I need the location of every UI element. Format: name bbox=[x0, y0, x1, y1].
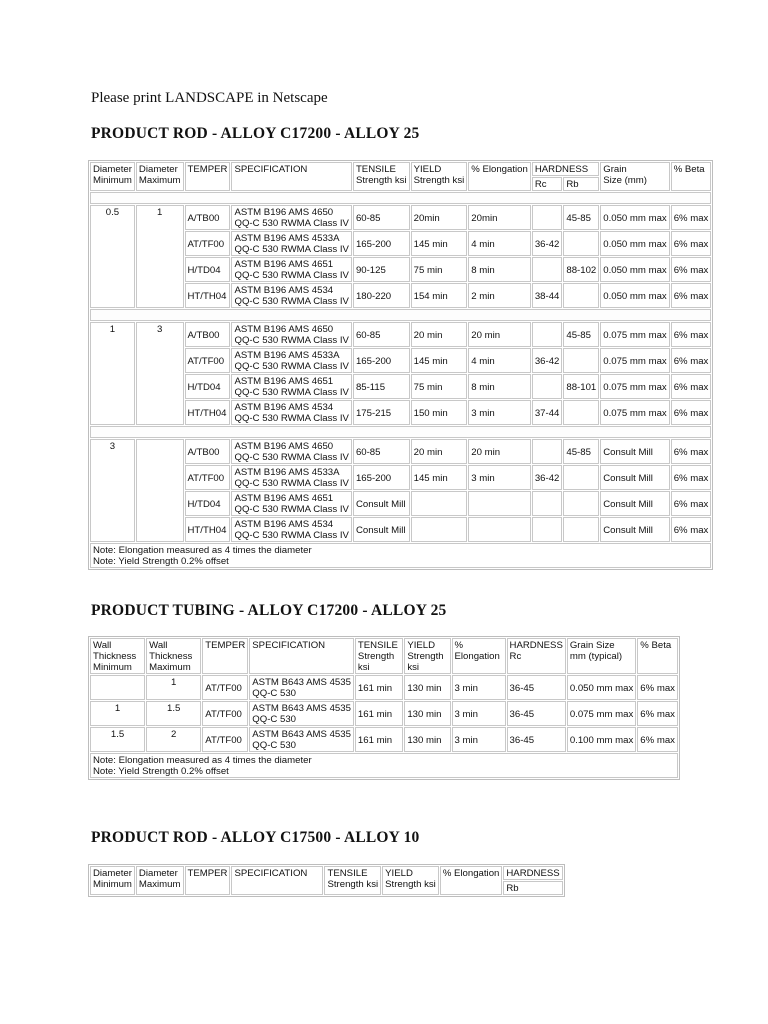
yield-cell: 75 min bbox=[411, 257, 468, 282]
tensile-cell: 161 min bbox=[355, 701, 403, 726]
temper-cell: AT/TF00 bbox=[202, 675, 248, 700]
hardness-cell: 36-45 bbox=[507, 675, 566, 700]
group-spacer-row bbox=[90, 309, 711, 321]
specification-cell bbox=[231, 322, 351, 347]
beta-cell: 6% max bbox=[637, 701, 678, 726]
header-hardness: HARDNESS bbox=[532, 162, 599, 176]
grain-size-cell: 0.050 mm max bbox=[600, 231, 669, 256]
specification-cell bbox=[231, 283, 351, 308]
specification-cell bbox=[231, 231, 351, 256]
hardness-rc-cell bbox=[532, 517, 563, 542]
header-hardness: HARDNESS bbox=[503, 866, 562, 880]
hardness-rc-cell bbox=[532, 205, 563, 230]
table-row bbox=[90, 322, 711, 347]
specification-cell bbox=[249, 727, 354, 752]
grain-size-cell: Consult Mill bbox=[600, 517, 669, 542]
temper-cell: H/TD04 bbox=[185, 374, 231, 399]
grain-size-cell: Consult Mill bbox=[600, 465, 669, 490]
table-row bbox=[90, 675, 678, 700]
elongation-cell: 3 min bbox=[452, 727, 506, 752]
hardness-rb-cell bbox=[563, 491, 599, 516]
header-beta: % Beta bbox=[671, 162, 712, 191]
diameter-max-cell: 1 bbox=[136, 205, 184, 308]
section-title-rod-c17200: PRODUCT ROD - ALLOY C17200 - ALLOY 25 bbox=[91, 125, 420, 142]
diameter-min-cell: 0.5 bbox=[90, 205, 135, 308]
grain-size-cell: 0.075 mm max bbox=[600, 322, 669, 347]
temper-cell: A/TB00 bbox=[185, 439, 231, 464]
header-specification: SPECIFICATION bbox=[231, 866, 323, 895]
tensile-cell: Consult Mill bbox=[353, 517, 410, 542]
hardness-rc-cell bbox=[532, 491, 563, 516]
spec-line-1: ASTM B196 AMS 4533A bbox=[234, 467, 340, 478]
tensile-cell: Consult Mill bbox=[353, 491, 410, 516]
note-yield: Note: Yield Strength 0.2% offset bbox=[93, 766, 229, 777]
grain-size-cell: 0.075 mm max bbox=[600, 374, 669, 399]
header-grain-size: Grain Size (mm) bbox=[600, 162, 669, 191]
beta-cell: 6% max bbox=[671, 257, 712, 282]
temper-cell: HT/TH04 bbox=[185, 400, 231, 425]
header-diameter-min: Diameter Minimum bbox=[90, 162, 135, 191]
print-instruction: Please print LANDSCAPE in Netscape bbox=[91, 90, 328, 106]
spacer-cell bbox=[90, 192, 711, 204]
header-grain-size: Grain Size mm (typical) bbox=[567, 638, 636, 674]
diameter-min-cell: 3 bbox=[90, 439, 135, 542]
header-temper: TEMPER bbox=[202, 638, 248, 674]
yield-cell: 150 min bbox=[411, 400, 468, 425]
specification-cell bbox=[231, 348, 351, 373]
hardness-rc-cell bbox=[532, 257, 563, 282]
header-rb: Rb bbox=[503, 881, 562, 895]
hardness-rc-cell bbox=[532, 439, 563, 464]
specification-cell bbox=[231, 205, 351, 230]
elongation-cell bbox=[468, 491, 531, 516]
beta-cell: 6% max bbox=[671, 491, 712, 516]
specification-cell bbox=[231, 257, 351, 282]
hardness-rb-cell: 45-85 bbox=[563, 205, 599, 230]
notes-cell bbox=[90, 543, 711, 568]
hardness-rb-cell bbox=[563, 231, 599, 256]
spec-line-1: ASTM B196 AMS 4534 bbox=[234, 519, 334, 530]
hardness-rb-cell bbox=[563, 465, 599, 490]
yield-cell: 20min bbox=[411, 205, 468, 230]
header-temper: TEMPER bbox=[185, 162, 231, 191]
elongation-cell: 3 min bbox=[452, 675, 506, 700]
spec-line-1: ASTM B196 AMS 4651 bbox=[234, 376, 334, 387]
note-elongation: Note: Elongation measured as 4 times the diameter bbox=[93, 545, 312, 556]
spec-line-2: QQ-C 530 bbox=[252, 740, 296, 751]
table-row bbox=[90, 701, 678, 726]
hardness-rb-cell bbox=[563, 283, 599, 308]
spec-line-1: ASTM B643 AMS 4535 bbox=[252, 677, 351, 688]
grain-size-cell: Consult Mill bbox=[600, 439, 669, 464]
hardness-rb-cell: 45-85 bbox=[563, 439, 599, 464]
hardness-rc-cell: 36-42 bbox=[532, 231, 563, 256]
grain-size-cell: 0.050 mm max bbox=[567, 675, 636, 700]
temper-cell: HT/TH04 bbox=[185, 517, 231, 542]
hardness-rc-cell: 36-42 bbox=[532, 465, 563, 490]
beta-cell: 6% max bbox=[671, 231, 712, 256]
yield-cell: 145 min bbox=[411, 465, 468, 490]
specification-cell bbox=[249, 701, 354, 726]
notes-cell bbox=[90, 753, 678, 778]
specification-cell bbox=[231, 374, 351, 399]
header-yield: YIELD Strength ksi bbox=[404, 638, 450, 674]
table-row bbox=[90, 205, 711, 230]
elongation-cell: 3 min bbox=[468, 465, 531, 490]
yield-cell: 130 min bbox=[404, 727, 450, 752]
rod-c17200-table bbox=[88, 160, 713, 570]
spec-line-2: QQ-C 530 RWMA Class IV bbox=[234, 452, 349, 463]
elongation-cell: 20 min bbox=[468, 439, 531, 464]
specification-cell bbox=[231, 400, 351, 425]
spec-line-1: ASTM B196 AMS 4650 bbox=[234, 207, 334, 218]
temper-cell: H/TD04 bbox=[185, 491, 231, 516]
header-yield: YIELD Strength ksi bbox=[411, 162, 468, 191]
header-rc: Rc bbox=[532, 177, 563, 191]
tensile-cell: 165-200 bbox=[353, 348, 410, 373]
header-row bbox=[90, 638, 678, 674]
header-elongation: % Elongation bbox=[452, 638, 506, 674]
header-rb: Rb bbox=[563, 177, 599, 191]
beta-cell: 6% max bbox=[671, 348, 712, 373]
rod-c17500-table bbox=[88, 864, 565, 897]
header-elongation: % Elongation bbox=[468, 162, 531, 191]
group-spacer-row bbox=[90, 426, 711, 438]
header-tensile: TENSILE Strength ksi bbox=[355, 638, 403, 674]
hardness-rb-cell: 45-85 bbox=[563, 322, 599, 347]
beta-cell: 6% max bbox=[671, 374, 712, 399]
spec-line-2: QQ-C 530 RWMA Class IV bbox=[234, 361, 349, 372]
spec-line-1: ASTM B196 AMS 4534 bbox=[234, 285, 334, 296]
notes-row bbox=[90, 753, 678, 778]
beta-cell: 6% max bbox=[671, 322, 712, 347]
beta-cell: 6% max bbox=[637, 675, 678, 700]
spec-line-1: ASTM B643 AMS 4535 bbox=[252, 729, 351, 740]
diameter-min-cell: 1 bbox=[90, 322, 135, 425]
elongation-cell: 20min bbox=[468, 205, 531, 230]
spec-line-2: QQ-C 530 RWMA Class IV bbox=[234, 244, 349, 255]
hardness-rb-cell: 88-102 bbox=[563, 257, 599, 282]
beta-cell: 6% max bbox=[671, 283, 712, 308]
wall-min-cell: 1.5 bbox=[90, 727, 145, 752]
spec-line-1: ASTM B196 AMS 4651 bbox=[234, 259, 334, 270]
beta-cell: 6% max bbox=[671, 465, 712, 490]
grain-size-cell: 0.075 mm max bbox=[567, 701, 636, 726]
spec-line-1: ASTM B196 AMS 4534 bbox=[234, 402, 334, 413]
header-tensile: TENSILE Strength ksi bbox=[324, 866, 381, 895]
diameter-max-cell bbox=[136, 439, 184, 542]
hardness-rc-cell: 36-42 bbox=[532, 348, 563, 373]
hardness-cell: 36-45 bbox=[507, 727, 566, 752]
elongation-cell bbox=[468, 517, 531, 542]
grain-size-cell: 0.100 mm max bbox=[567, 727, 636, 752]
specification-cell bbox=[231, 517, 351, 542]
header-row bbox=[90, 162, 711, 176]
note-elongation: Note: Elongation measured as 4 times the diameter bbox=[93, 755, 312, 766]
hardness-rb-cell bbox=[563, 400, 599, 425]
yield-cell: 154 min bbox=[411, 283, 468, 308]
beta-cell: 6% max bbox=[637, 727, 678, 752]
header-wall-max: Wall Thickness Maximum bbox=[146, 638, 201, 674]
header-temper: TEMPER bbox=[185, 866, 231, 895]
elongation-cell: 3 min bbox=[452, 701, 506, 726]
header-specification: SPECIFICATION bbox=[231, 162, 351, 191]
spec-line-2: QQ-C 530 RWMA Class IV bbox=[234, 504, 349, 515]
section-title-tubing-c17200: PRODUCT TUBING - ALLOY C17200 - ALLOY 25 bbox=[91, 602, 447, 619]
table-row bbox=[90, 439, 711, 464]
diameter-max-cell: 3 bbox=[136, 322, 184, 425]
spec-line-2: QQ-C 530 RWMA Class IV bbox=[234, 387, 349, 398]
grain-size-cell: Consult Mill bbox=[600, 491, 669, 516]
elongation-cell: 2 min bbox=[468, 283, 531, 308]
elongation-cell: 8 min bbox=[468, 257, 531, 282]
yield-cell: 145 min bbox=[411, 231, 468, 256]
header-beta: % Beta bbox=[637, 638, 678, 674]
temper-cell: AT/TF00 bbox=[202, 727, 248, 752]
hardness-rc-cell: 38-44 bbox=[532, 283, 563, 308]
temper-cell: H/TD04 bbox=[185, 257, 231, 282]
tensile-cell: 165-200 bbox=[353, 231, 410, 256]
elongation-cell: 4 min bbox=[468, 231, 531, 256]
hardness-rc-cell bbox=[532, 322, 563, 347]
hardness-cell: 36-45 bbox=[507, 701, 566, 726]
yield-cell: 145 min bbox=[411, 348, 468, 373]
beta-cell: 6% max bbox=[671, 400, 712, 425]
temper-cell: AT/TF00 bbox=[185, 231, 231, 256]
specification-cell bbox=[249, 675, 354, 700]
header-diameter-max: Diameter Maximum bbox=[136, 162, 184, 191]
header-elongation: % Elongation bbox=[440, 866, 503, 895]
yield-cell: 75 min bbox=[411, 374, 468, 399]
wall-min-cell: 1 bbox=[90, 701, 145, 726]
beta-cell: 6% max bbox=[671, 205, 712, 230]
header-wall-min: Wall Thickness Minimum bbox=[90, 638, 145, 674]
tensile-cell: 161 min bbox=[355, 727, 403, 752]
beta-cell: 6% max bbox=[671, 439, 712, 464]
spec-line-2: QQ-C 530 RWMA Class IV bbox=[234, 335, 349, 346]
spec-line-2: QQ-C 530 RWMA Class IV bbox=[234, 218, 349, 229]
notes-row bbox=[90, 543, 711, 568]
header-diameter-max: Diameter Maximum bbox=[136, 866, 184, 895]
spec-line-1: ASTM B196 AMS 4651 bbox=[234, 493, 334, 504]
header-hardness: HARDNESS Rc bbox=[507, 638, 566, 674]
spec-line-2: QQ-C 530 bbox=[252, 688, 296, 699]
grain-size-cell: 0.050 mm max bbox=[600, 257, 669, 282]
spec-line-2: QQ-C 530 RWMA Class IV bbox=[234, 270, 349, 281]
temper-cell: AT/TF00 bbox=[185, 348, 231, 373]
temper-cell: A/TB00 bbox=[185, 322, 231, 347]
tensile-cell: 180-220 bbox=[353, 283, 410, 308]
grain-size-cell: 0.075 mm max bbox=[600, 348, 669, 373]
temper-cell: AT/TF00 bbox=[185, 465, 231, 490]
yield-cell: 130 min bbox=[404, 701, 450, 726]
spec-line-2: QQ-C 530 bbox=[252, 714, 296, 725]
spec-line-1: ASTM B196 AMS 4650 bbox=[234, 324, 334, 335]
group-spacer-row bbox=[90, 192, 711, 204]
hardness-rc-cell: 37-44 bbox=[532, 400, 563, 425]
tensile-cell: 175-215 bbox=[353, 400, 410, 425]
header-row bbox=[90, 866, 563, 880]
elongation-cell: 3 min bbox=[468, 400, 531, 425]
yield-cell bbox=[411, 491, 468, 516]
grain-size-cell: 0.050 mm max bbox=[600, 283, 669, 308]
spacer-cell bbox=[90, 309, 711, 321]
specification-cell bbox=[231, 439, 351, 464]
tubing-c17200-table bbox=[88, 636, 680, 780]
spacer-cell bbox=[90, 426, 711, 438]
spec-line-2: QQ-C 530 RWMA Class IV bbox=[234, 413, 349, 424]
spec-line-1: ASTM B196 AMS 4650 bbox=[234, 441, 334, 452]
elongation-cell: 4 min bbox=[468, 348, 531, 373]
tensile-cell: 90-125 bbox=[353, 257, 410, 282]
temper-cell: HT/TH04 bbox=[185, 283, 231, 308]
hardness-rb-cell bbox=[563, 517, 599, 542]
wall-max-cell: 2 bbox=[146, 727, 201, 752]
yield-cell bbox=[411, 517, 468, 542]
elongation-cell: 20 min bbox=[468, 322, 531, 347]
tensile-cell: 161 min bbox=[355, 675, 403, 700]
temper-cell: AT/TF00 bbox=[202, 701, 248, 726]
grain-size-cell: 0.050 mm max bbox=[600, 205, 669, 230]
header-diameter-min: Diameter Minimum bbox=[90, 866, 135, 895]
wall-max-cell: 1 bbox=[146, 675, 201, 700]
spec-line-1: ASTM B196 AMS 4533A bbox=[234, 233, 340, 244]
tensile-cell: 60-85 bbox=[353, 439, 410, 464]
header-tensile: TENSILE Strength ksi bbox=[353, 162, 410, 191]
note-yield: Note: Yield Strength 0.2% offset bbox=[93, 556, 229, 567]
elongation-cell: 8 min bbox=[468, 374, 531, 399]
section-title-rod-c17500: PRODUCT ROD - ALLOY C17500 - ALLOY 10 bbox=[91, 829, 420, 846]
spec-line-2: QQ-C 530 RWMA Class IV bbox=[234, 296, 349, 307]
tensile-cell: 60-85 bbox=[353, 322, 410, 347]
tensile-cell: 165-200 bbox=[353, 465, 410, 490]
yield-cell: 20 min bbox=[411, 322, 468, 347]
hardness-rb-cell bbox=[563, 348, 599, 373]
specification-cell bbox=[231, 491, 351, 516]
hardness-rb-cell: 88-101 bbox=[563, 374, 599, 399]
header-specification: SPECIFICATION bbox=[249, 638, 354, 674]
table-row bbox=[90, 727, 678, 752]
header-yield: YIELD Strength ksi bbox=[382, 866, 439, 895]
yield-cell: 130 min bbox=[404, 675, 450, 700]
tensile-cell: 85-115 bbox=[353, 374, 410, 399]
spec-line-1: ASTM B196 AMS 4533A bbox=[234, 350, 340, 361]
spec-line-2: QQ-C 530 RWMA Class IV bbox=[234, 478, 349, 489]
tensile-cell: 60-85 bbox=[353, 205, 410, 230]
grain-size-cell: 0.075 mm max bbox=[600, 400, 669, 425]
hardness-rc-cell bbox=[532, 374, 563, 399]
spec-line-2: QQ-C 530 RWMA Class IV bbox=[234, 530, 349, 541]
wall-max-cell: 1.5 bbox=[146, 701, 201, 726]
specification-cell bbox=[231, 465, 351, 490]
temper-cell: A/TB00 bbox=[185, 205, 231, 230]
yield-cell: 20 min bbox=[411, 439, 468, 464]
spec-line-1: ASTM B643 AMS 4535 bbox=[252, 703, 351, 714]
wall-min-cell bbox=[90, 675, 145, 700]
beta-cell: 6% max bbox=[671, 517, 712, 542]
